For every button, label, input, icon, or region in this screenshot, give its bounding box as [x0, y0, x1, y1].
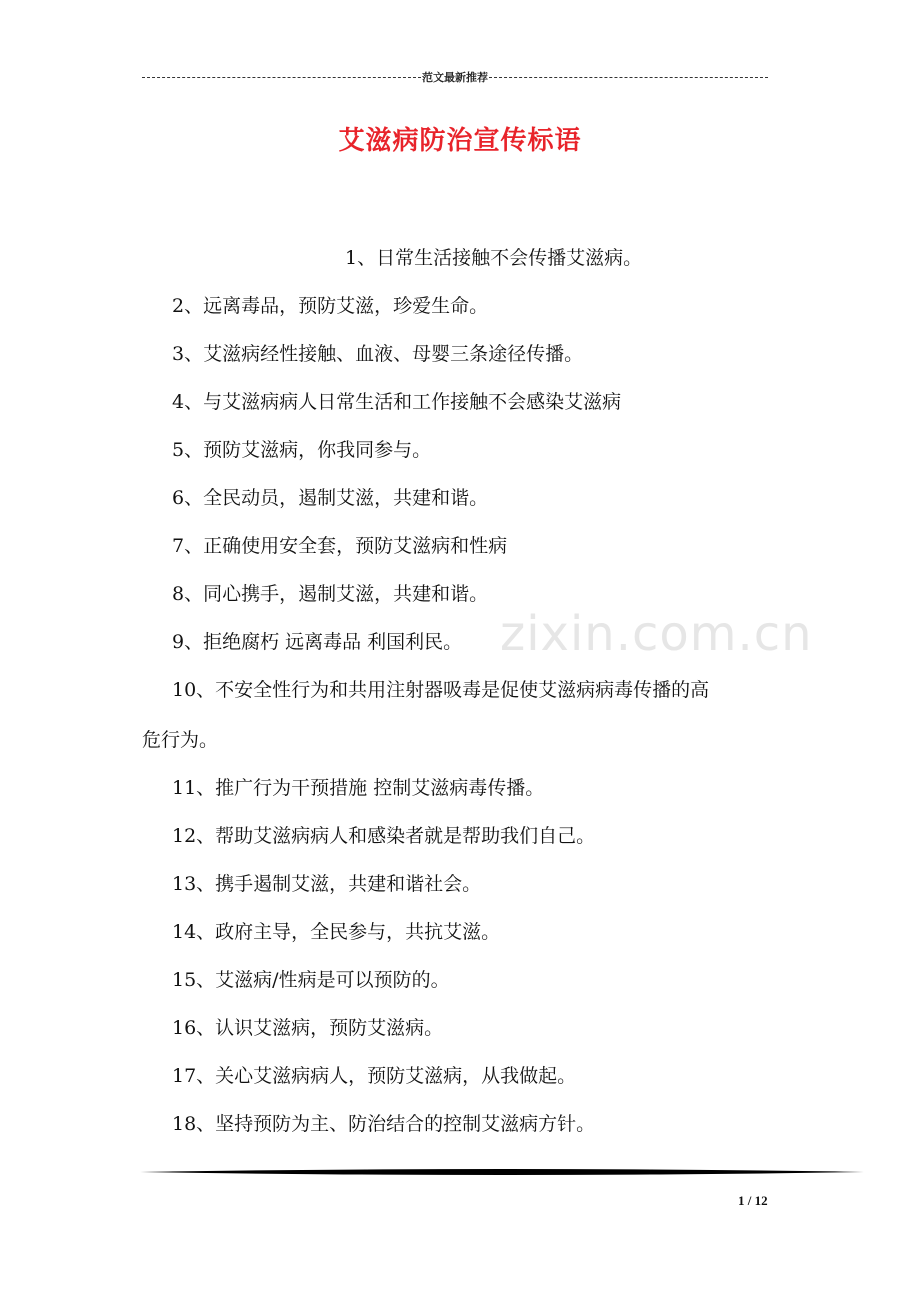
watermark: zixin.com.cn [500, 606, 813, 662]
list-item: 14、政府主导，全民参与，共抗艾滋。 [172, 921, 501, 943]
list-item: 8、同心携手，遏制艾滋，共建和谐。 [172, 583, 489, 605]
header-dash-left [142, 77, 421, 78]
header-dash-right [489, 77, 768, 78]
footer-rule [140, 1166, 864, 1178]
list-item: 7、正确使用安全套，预防艾滋病和性病 [172, 535, 508, 557]
page-number: 1 / 12 [738, 1193, 768, 1208]
list-item: 9、拒绝腐朽 远离毒品 利国利民。 [172, 631, 463, 653]
list-item: 3、艾滋病经性接触、血液、母婴三条途径传播。 [172, 343, 584, 365]
header-label: 范文最新推荐 [422, 71, 488, 84]
list-item: 15、艾滋病/性病是可以预防的。 [172, 969, 450, 991]
list-item: 1、日常生活接触不会传播艾滋病。 [345, 247, 643, 269]
list-item: 18、坚持预防为主、防治结合的控制艾滋病方针。 [172, 1113, 596, 1135]
list-item: 17、关心艾滋病病人，预防艾滋病，从我做起。 [172, 1065, 577, 1087]
list-item-continuation: 危行为。 [142, 729, 219, 751]
list-item: 13、携手遏制艾滋，共建和谐社会。 [172, 873, 482, 895]
list-item: 4、与艾滋病病人日常生活和工作接触不会感染艾滋病 [172, 391, 622, 413]
list-item: 11、推广行为干预措施 控制艾滋病毒传播。 [172, 777, 545, 799]
list-item: 10、不安全性行为和共用注射器吸毒是促使艾滋病病毒传播的高 [172, 679, 710, 701]
list-item: 16、认识艾滋病，预防艾滋病。 [172, 1017, 444, 1039]
list-item: 12、帮助艾滋病病人和感染者就是帮助我们自己。 [172, 825, 596, 847]
list-item: 2、远离毒品，预防艾滋，珍爱生命。 [172, 295, 489, 317]
page-header [142, 70, 768, 84]
list-item: 6、全民动员，遏制艾滋，共建和谐。 [172, 487, 489, 509]
list-item: 5、预防艾滋病，你我同参与。 [172, 439, 432, 461]
document-title: 艾滋病防治宣传标语 [338, 126, 582, 156]
